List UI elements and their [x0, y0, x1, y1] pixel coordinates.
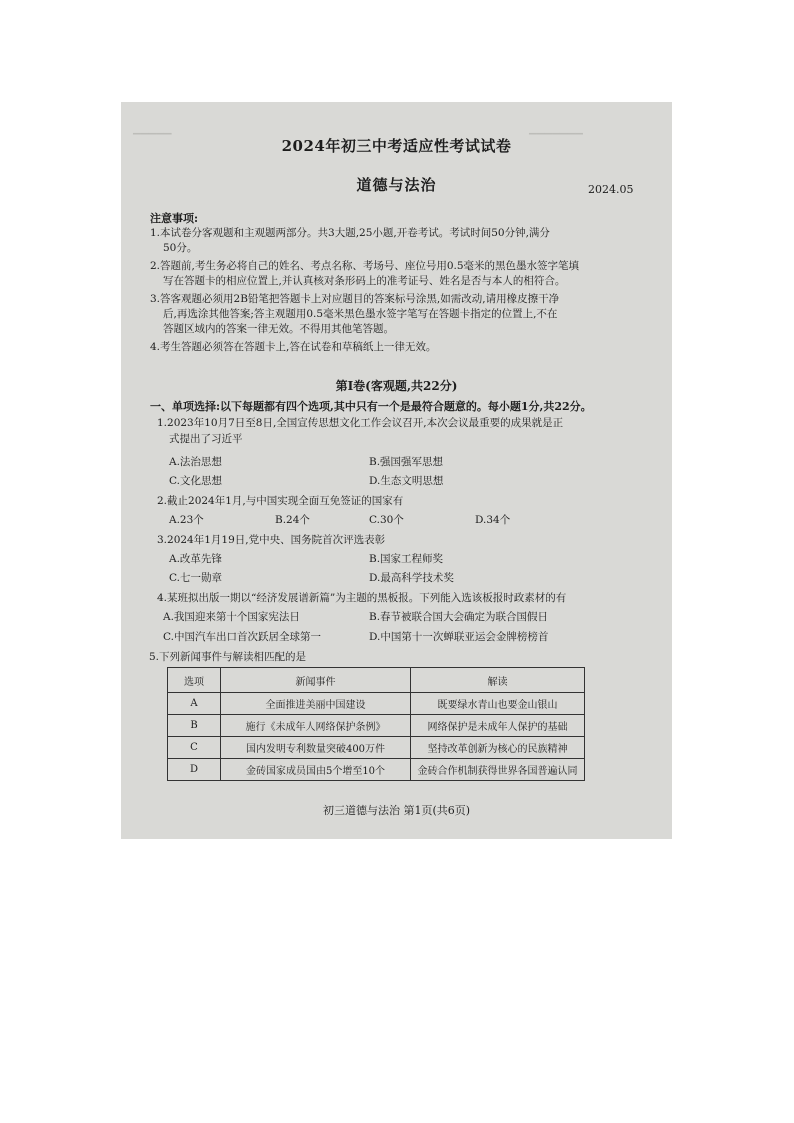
- notice-heading: 注意事项:: [150, 212, 199, 225]
- exam-paper: [121, 102, 672, 839]
- notice-line: 答题区域内的答案一律无效。不得用其他笔答题。: [163, 323, 394, 335]
- table-header-cell: 解读: [411, 668, 585, 693]
- question-3-stem: 3.2024年1月19日,党中央、国务院首次评选表彰: [157, 534, 386, 546]
- section-instruction: 一、单项选择:以下每题都有四个选项,其中只有一个是最符合题意的。每小题1分,共22分。: [150, 400, 592, 413]
- table-cell: 国内发明专利数量突破400万件: [221, 737, 411, 759]
- question-5-stem: 5.下列新闻事件与解读相匹配的是: [149, 651, 307, 663]
- table-cell: 施行《未成年人网络保护条例》: [221, 715, 411, 737]
- table-cell: 坚持改革创新为核心的民族精神: [411, 737, 585, 759]
- question-2-option-c: C.30个: [369, 514, 404, 526]
- table-header-row: [168, 668, 585, 693]
- table-cell: D: [168, 759, 221, 781]
- table-cell: 网络保护是未成年人保护的基础: [411, 715, 585, 737]
- bleed-through-mark: ▁▁▁▁▁: [133, 124, 172, 135]
- table-row: [168, 737, 585, 759]
- notice-line: 1.本试卷分客观题和主观题两部分。共3大题,25小题,开卷考试。考试时间50分钟,满分: [150, 227, 550, 239]
- section-heading: 第Ⅰ卷(客观题,共22分): [335, 379, 458, 393]
- question-1-option-b: B.强国强军思想: [369, 456, 444, 468]
- notice-line: 4.考生答题必须答在答题卡上,答在试卷和草稿纸上一律无效。: [150, 341, 437, 353]
- question-4-option-b: B.春节被联合国大会确定为联合国假日: [369, 611, 549, 623]
- notice-line: 2.答题前,考生务必将自己的姓名、考点名称、考场号、座位号用0.5毫米的黑色墨水签字笔填: [150, 260, 580, 272]
- question-2-option-a: A.23个: [169, 514, 204, 526]
- question-4-option-c: C.中国汽车出口首次跃居全球第一: [163, 631, 321, 643]
- question-4-option-d: D.中国第十一次蝉联亚运会金牌榜榜首: [369, 631, 549, 643]
- question-5-table: [167, 667, 585, 781]
- question-4-option-a: A.我国迎来第十个国家宪法日: [163, 611, 300, 623]
- question-3-option-a: A.改革先锋: [169, 553, 222, 565]
- table-cell: A: [168, 693, 221, 715]
- exam-photo: [121, 102, 672, 839]
- notice-line: 3.答客观题必须用2B铅笔把答题卡上对应题目的答案标号涂黑,如需改动,请用橡皮擦干净: [150, 293, 560, 305]
- table-row: [168, 759, 585, 781]
- question-1-option-c: C.文化思想: [169, 475, 222, 487]
- exam-title: 2024年初三中考适应性考试试卷: [281, 137, 512, 155]
- table-row: [168, 693, 585, 715]
- table-cell: 金砖合作机制获得世界各国普遍认同: [411, 759, 585, 781]
- question-2-stem: 2.截止2024年1月,与中国实现全面互免签证的国家有: [157, 495, 404, 507]
- question-1-stem-cont: 式提出了习近平: [169, 433, 243, 445]
- page-footer: 初三道德与法治 第1页(共6页): [322, 804, 471, 817]
- bleed-through-mark: ▁▁▁▁▁▁▁: [529, 124, 583, 135]
- table-row: [168, 715, 585, 737]
- table-cell: 金砖国家成员国由5个增至10个: [221, 759, 411, 781]
- table-header-cell: 新闻事件: [221, 668, 411, 693]
- table-cell: 既要绿水青山也要金山银山: [411, 693, 585, 715]
- exam-subject: 道德与法治: [356, 176, 437, 194]
- table-cell: 全面推进美丽中国建设: [221, 693, 411, 715]
- question-3-option-b: B.国家工程师奖: [369, 553, 444, 565]
- table-header-cell: 选项: [168, 668, 221, 693]
- question-1-stem: 1.2023年10月7日至8日,全国宣传思想文化工作会议召开,本次会议最重要的成果就是正: [157, 417, 564, 429]
- question-4-stem: 4.某班拟出版一期以“经济发展谱新篇”为主题的黑板报。下列能入选该板报时政素材的有: [157, 592, 567, 604]
- table-cell: C: [168, 737, 221, 759]
- question-3-option-c: C.七一勋章: [169, 572, 222, 584]
- exam-date: 2024.05: [588, 183, 634, 196]
- question-1-option-d: D.生态文明思想: [369, 475, 444, 487]
- question-3-option-d: D.最高科学技术奖: [369, 572, 454, 584]
- question-1-option-a: A.法治思想: [169, 456, 222, 468]
- notice-line: 写在答题卡的相应位置上,并认真核对条形码上的准考证号、姓名是否与本人的相符合。: [163, 275, 566, 287]
- question-2-option-d: D.34个: [475, 514, 511, 526]
- table-cell: B: [168, 715, 221, 737]
- question-2-option-b: B.24个: [275, 514, 310, 526]
- notice-line: 50分。: [163, 242, 198, 254]
- notice-line: 后,再选涂其他答案;答主观题用0.5毫米黑色墨水签字笔写在答题卡指定的位置上,不在: [163, 308, 558, 320]
